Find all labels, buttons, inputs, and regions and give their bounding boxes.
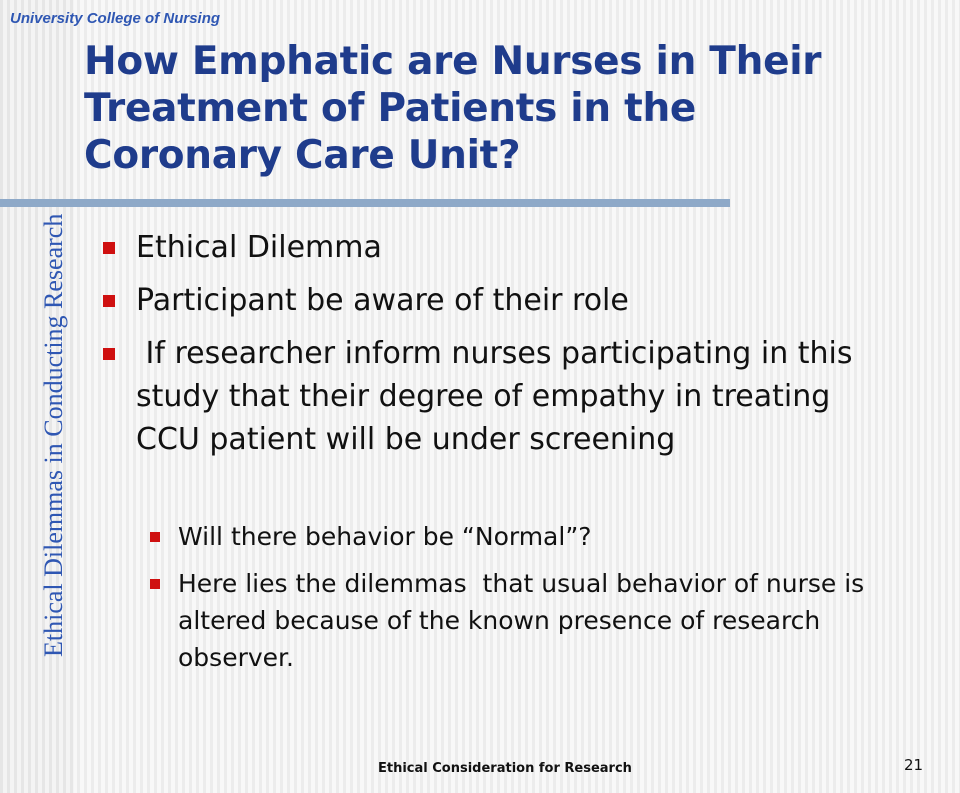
slide-number: 21 [904, 756, 924, 774]
sub-bullet-text: Here lies the dilemmas that usual behavior of nurse is altered because of the known presence of research observer. [178, 569, 873, 672]
bullet-square-icon [103, 242, 115, 254]
slide-title: How Emphatic are Nurses in Their Treatment of Patients in the Coronary Care Unit? [84, 39, 822, 179]
bullet-square-icon [150, 579, 160, 589]
bullet-square-icon [103, 295, 115, 307]
bullet-text: Ethical Dilemma [136, 230, 382, 265]
footer-text: Ethical Consideration for Research [378, 761, 632, 776]
title-divider [0, 199, 730, 207]
vertical-section-title: Ethical Dilemmas in Conducting Research [39, 213, 68, 657]
bullet-square-icon [150, 532, 160, 542]
organization-name: University College of Nursing [10, 10, 221, 27]
sub-bullet-text: Will there behavior be “Normal”? [178, 522, 592, 551]
bullet-text: Participant be aware of their role [136, 283, 629, 318]
bullet-square-icon [103, 348, 115, 360]
bullet-text: If researcher inform nurses participating in this study that their degree of empathy in treating CCU patient will be under screening [136, 336, 863, 457]
